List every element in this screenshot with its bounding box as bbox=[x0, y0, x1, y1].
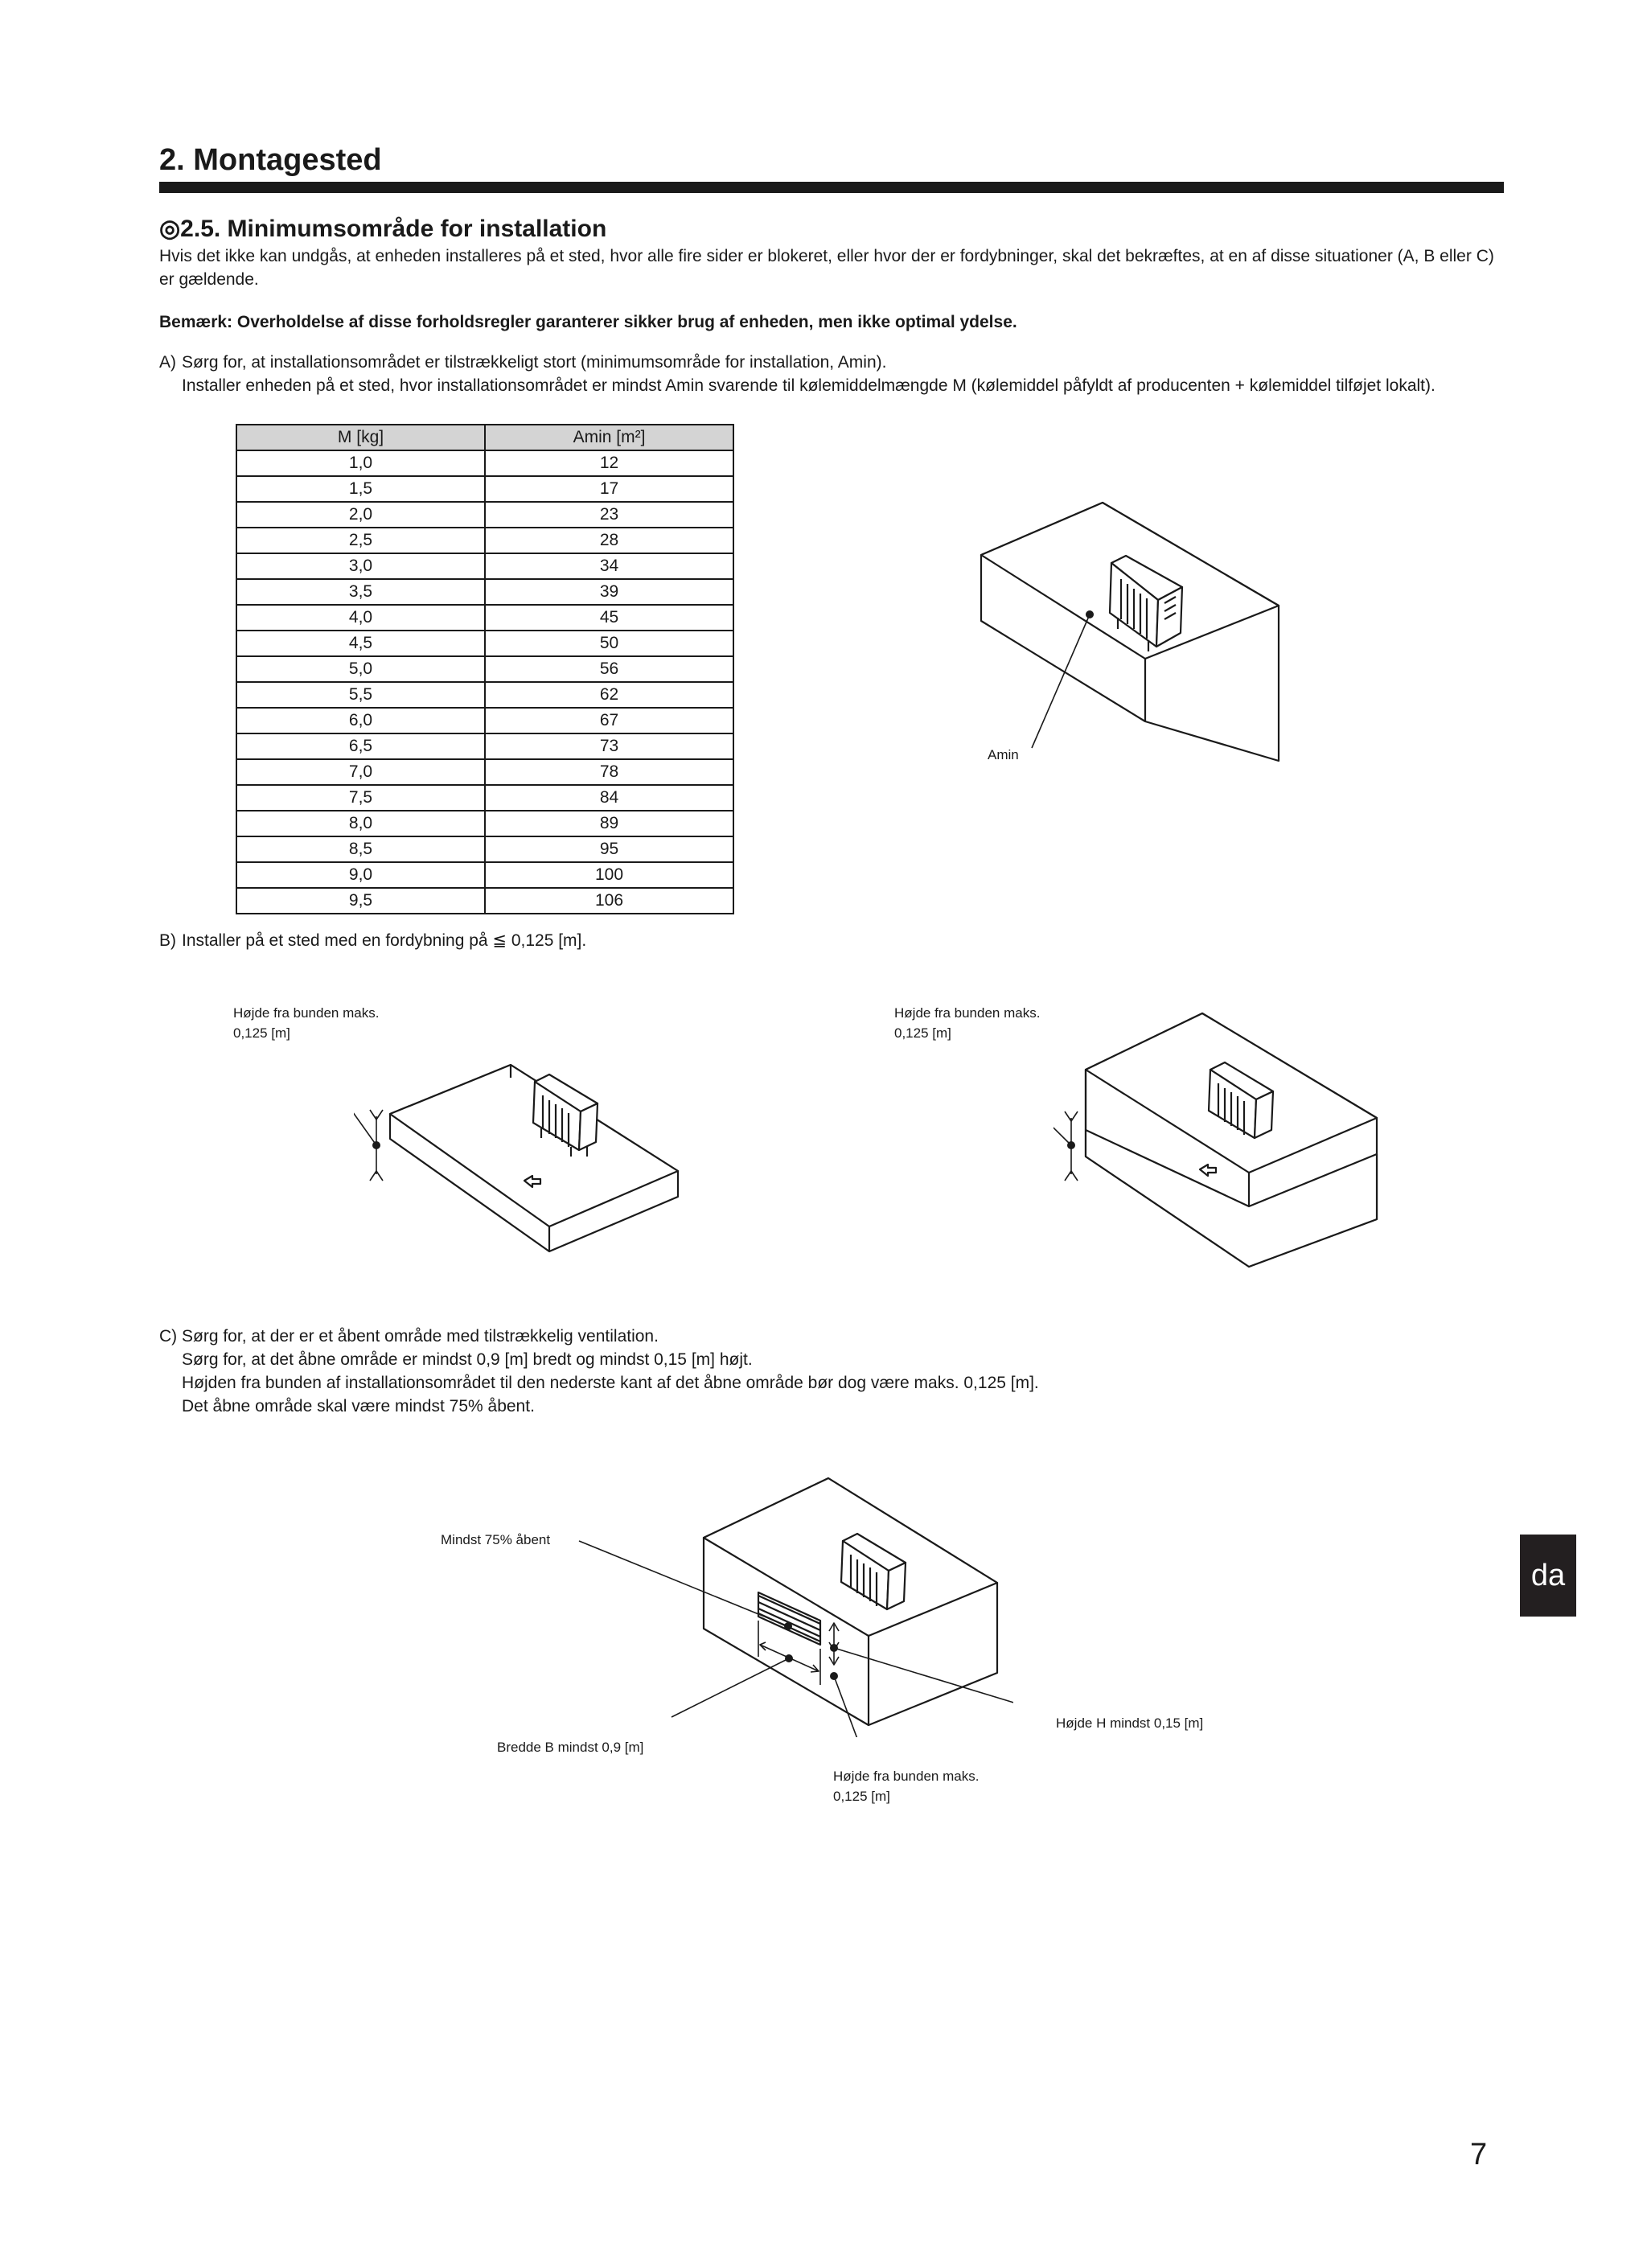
cell-m: 6,0 bbox=[236, 708, 485, 733]
figure-b-left-label bbox=[233, 1003, 379, 1043]
table-row bbox=[236, 682, 733, 708]
cell-amin: 34 bbox=[485, 553, 733, 579]
amin-table-container bbox=[236, 424, 734, 914]
cell-m: 4,5 bbox=[236, 631, 485, 656]
figure-c-bottom-label-line1: Højde fra bunden maks. bbox=[833, 1769, 980, 1784]
cell-m: 7,5 bbox=[236, 785, 485, 811]
figure-c-bottom-label-line2: 0,125 [m] bbox=[833, 1789, 890, 1804]
figure-c-opening-diagram bbox=[563, 1464, 1013, 1737]
table-row bbox=[236, 476, 733, 502]
cell-amin: 62 bbox=[485, 682, 733, 708]
cell-amin: 67 bbox=[485, 708, 733, 733]
section-a bbox=[159, 351, 1526, 397]
section-c-line2: Sørg for, at det åbne område er mindst 0,9 [m] bredt og mindst 0,15 [m] højt. bbox=[182, 1350, 753, 1369]
section-b-label: B) bbox=[159, 931, 176, 950]
table-body bbox=[236, 450, 733, 914]
section-a-label: A) bbox=[159, 353, 176, 372]
section-c-label: C) bbox=[159, 1327, 178, 1346]
cell-m: 4,0 bbox=[236, 605, 485, 631]
table-row bbox=[236, 631, 733, 656]
cell-amin: 106 bbox=[485, 888, 733, 914]
cell-m: 8,5 bbox=[236, 836, 485, 862]
table-row bbox=[236, 605, 733, 631]
figure-c-width-label: Bredde B mindst 0,9 [m] bbox=[497, 1740, 644, 1755]
table-header-row bbox=[236, 425, 733, 450]
section-b bbox=[159, 929, 1526, 952]
table-row bbox=[236, 785, 733, 811]
figure-b-right-label-line1: Højde fra bunden maks. bbox=[894, 1005, 1041, 1021]
header-m: M [kg] bbox=[236, 425, 485, 450]
table-row bbox=[236, 836, 733, 862]
cell-m: 2,5 bbox=[236, 528, 485, 553]
figure-c-open-label: Mindst 75% åbent bbox=[441, 1532, 551, 1547]
cell-m: 3,0 bbox=[236, 553, 485, 579]
cell-m: 5,5 bbox=[236, 682, 485, 708]
figure-b-right-diagram bbox=[1054, 1005, 1391, 1271]
cell-amin: 56 bbox=[485, 656, 733, 682]
figure-b-left-diagram bbox=[354, 1046, 692, 1271]
cell-m: 6,5 bbox=[236, 733, 485, 759]
subsection-title: ◎2.5. Minimumsområde for installation bbox=[159, 216, 607, 242]
language-tab: da bbox=[1520, 1535, 1576, 1617]
table-row bbox=[236, 450, 733, 476]
cell-amin: 89 bbox=[485, 811, 733, 836]
section-a-line1: Sørg for, at installationsområdet er tilstrækkeligt stort (minimumsområde for installation, Amin). bbox=[182, 353, 887, 372]
cell-amin: 12 bbox=[485, 450, 733, 476]
cell-m: 3,5 bbox=[236, 579, 485, 605]
section-a-line2: Installer enheden på et sted, hvor installationsområdet er mindst Amin svarende til kølemiddelmængde M (kølemiddel påfyldt af producenten + kølemiddel tilføjet lokalt). bbox=[182, 376, 1435, 395]
figure-a-room-diagram bbox=[949, 483, 1303, 788]
figure-c-bottom-label bbox=[833, 1766, 979, 1806]
amin-table bbox=[236, 424, 734, 914]
section-c-line1: Sørg for, at der er et åbent område med tilstrækkelig ventilation. bbox=[182, 1327, 659, 1346]
cell-amin: 95 bbox=[485, 836, 733, 862]
figure-b-right-label-line2: 0,125 [m] bbox=[894, 1025, 951, 1041]
page-number: 7 bbox=[1470, 2138, 1488, 2171]
table-row bbox=[236, 733, 733, 759]
table-row bbox=[236, 579, 733, 605]
table-row bbox=[236, 811, 733, 836]
figure-b-left-label-line2: 0,125 [m] bbox=[233, 1025, 290, 1041]
cell-m: 7,0 bbox=[236, 759, 485, 785]
figure-a-amin-label: Amin bbox=[988, 747, 1019, 762]
note-paragraph: Bemærk: Overholdelse af disse forholdsregler garanterer sikker brug af enheden, men ikke optimal ydelse. bbox=[159, 313, 1017, 331]
cell-m: 2,0 bbox=[236, 502, 485, 528]
cell-amin: 84 bbox=[485, 785, 733, 811]
table-row bbox=[236, 708, 733, 733]
cell-amin: 45 bbox=[485, 605, 733, 631]
cell-amin: 73 bbox=[485, 733, 733, 759]
cell-m: 1,5 bbox=[236, 476, 485, 502]
figure-b-right-label bbox=[894, 1003, 1040, 1043]
section-c-line3: Højden fra bunden af installationsområdet til den nederste kant af det åbne område bør dog være maks. 0,125 [m]. bbox=[182, 1374, 1039, 1392]
section-b-text: Installer på et sted med en fordybning på ≦ 0,125 [m]. bbox=[182, 931, 587, 950]
table-row bbox=[236, 656, 733, 682]
section-title: 2. Montagested bbox=[159, 143, 382, 177]
cell-m: 8,0 bbox=[236, 811, 485, 836]
header-amin: Amin [m²] bbox=[485, 425, 733, 450]
title-rule bbox=[159, 182, 1504, 193]
cell-m: 9,5 bbox=[236, 888, 485, 914]
cell-amin: 50 bbox=[485, 631, 733, 656]
cell-amin: 28 bbox=[485, 528, 733, 553]
intro-paragraph: Hvis det ikke kan undgås, at enheden installeres på et sted, hvor alle fire sider er blokeret, eller hvor der er fordybninger, skal det bekræftes, at en af disse situationer (A, B eller C) er gældende. bbox=[159, 247, 1494, 289]
table-row bbox=[236, 502, 733, 528]
table-row bbox=[236, 862, 733, 888]
table-row bbox=[236, 759, 733, 785]
cell-amin: 78 bbox=[485, 759, 733, 785]
cell-amin: 39 bbox=[485, 579, 733, 605]
table-row bbox=[236, 553, 733, 579]
cell-amin: 23 bbox=[485, 502, 733, 528]
table-row bbox=[236, 528, 733, 553]
section-c-line4: Det åbne område skal være mindst 75% åbent. bbox=[182, 1397, 535, 1415]
figure-c-height-label: Højde H mindst 0,15 [m] bbox=[1056, 1715, 1204, 1731]
figure-b-left-label-line1: Højde fra bunden maks. bbox=[233, 1005, 380, 1021]
table-row bbox=[236, 888, 733, 914]
cell-m: 1,0 bbox=[236, 450, 485, 476]
section-c bbox=[159, 1325, 1526, 1418]
cell-amin: 100 bbox=[485, 862, 733, 888]
cell-amin: 17 bbox=[485, 476, 733, 502]
cell-m: 9,0 bbox=[236, 862, 485, 888]
cell-m: 5,0 bbox=[236, 656, 485, 682]
